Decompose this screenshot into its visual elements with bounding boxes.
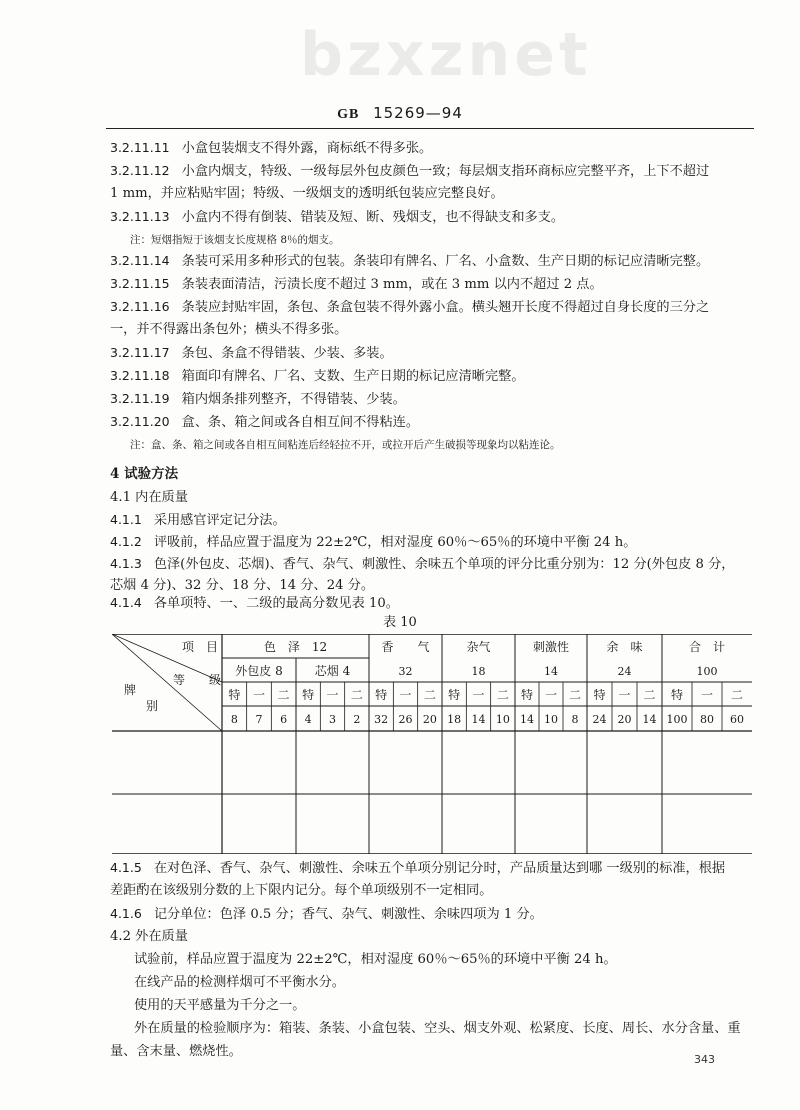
- clause-4-1-6: 4.1.6 记分单位：色泽 0.5 分；香气、杂气、刺激性、余味四项为 1 分。: [110, 906, 543, 922]
- max-score-value: 10: [544, 713, 558, 726]
- grade-label: 特: [520, 688, 534, 702]
- clause-4-1-5: 4.1.5 在对色泽、香气、杂气、刺激性、余味五个单项分别记分时，产品质量达到哪 一级别的标准，根据: [110, 860, 726, 876]
- clause-3-2-11-17: 3.2.11.17 条包、条盒不得错装、少装、多装。: [110, 345, 393, 361]
- grade-label: 特: [448, 688, 461, 702]
- corner-label-item: 项 目: [181, 640, 219, 654]
- standard-prefix: GB: [337, 107, 360, 122]
- clause-4-1-3: 4.1.3 色泽(外包皮、芯烟)、香气、杂气、刺激性、余味五个单项的评分比重分别为：12 分(外包皮 8 分，: [110, 556, 735, 572]
- grade-label: 一: [700, 688, 714, 702]
- clause-4-1-2: 4.1.2 评吸前，样品应置于温度为 22±2℃，相对湿度 60％～65％的环境中平衡 24 h。: [110, 534, 637, 550]
- clause-3-2-11-11: 3.2.11.11 小盒包装烟支不得外露，商标纸不得多张。: [110, 140, 433, 156]
- corner-label-brand: 牌: [123, 683, 137, 697]
- group-header-total: 14: [544, 665, 558, 678]
- grade-label: 一: [326, 688, 339, 702]
- grade-label: 一: [544, 688, 558, 702]
- corner-label-bie: 别: [145, 699, 159, 713]
- grade-label: 二: [568, 688, 582, 702]
- clause-4-1-4: 4.1.4 各单项特、一、二级的最高分数见表 10。: [110, 595, 399, 611]
- clause-3-2-11-16-cont: 一，并不得露出条包外；横头不得多张。: [110, 322, 348, 337]
- grade-label: 一: [618, 688, 631, 702]
- group-header-seze: 色 泽 12: [263, 640, 328, 654]
- clause-4-1-5-cont: 差距酌在该级别分数的上下限内记分。每个单项级别不一定相同。: [110, 883, 493, 898]
- clause-3-2-11-14: 3.2.11.14 条装可采用多种形式的包装。条装印有牌名、厂名、小盒数、生产日期的标记应清晰完整。: [110, 253, 710, 269]
- table-10-grid: [112, 634, 752, 854]
- clause-3-2-11-12: 3.2.11.12 小盒内烟支，特级、一级每层外包皮颜色一致；每层烟支指环商标应完整平齐，上下不超过: [110, 163, 710, 179]
- grade-label: 特: [375, 688, 388, 702]
- clause-4-1-3-cont: 芯烟 4 分)、32 分、18 分、14 分、24 分。: [110, 578, 375, 593]
- grade-label: 二: [350, 688, 363, 702]
- grade-label: 二: [496, 688, 509, 702]
- clause-4-1-1: 4.1.1 采用感官评定记分法。: [110, 512, 286, 528]
- grade-label: 特: [670, 688, 684, 702]
- group-header-name: 余 味: [606, 640, 643, 654]
- max-score-value: 60: [730, 713, 744, 726]
- page-number: 343: [694, 1053, 715, 1066]
- note-short-cigarette: 注：短烟指短于该烟支长度规格 8％的烟支。: [130, 234, 340, 246]
- grade-label: 二: [643, 688, 656, 702]
- section-4-1-title: 4.1 内在质量: [110, 490, 188, 505]
- para-inspection-order-cont: 量、含末量、燃烧性。: [110, 1044, 242, 1059]
- corner-label-grade: 等 级: [172, 673, 222, 687]
- section-4-2-title: 4.2 外在质量: [110, 929, 188, 944]
- max-score-value: 2: [353, 713, 361, 726]
- group-header-name: 香 气: [381, 640, 430, 654]
- grade-label: 二: [730, 688, 744, 702]
- table-10: [112, 634, 752, 854]
- section-4-title: 4 试验方法: [110, 466, 179, 482]
- group-header-total: 24: [617, 665, 632, 678]
- max-score-value: 18: [447, 713, 462, 726]
- group-header-name: 杂气: [466, 640, 491, 654]
- max-score-value: 14: [520, 713, 534, 726]
- max-score-value: 20: [422, 713, 437, 726]
- max-score-value: 14: [642, 713, 657, 726]
- grade-label: 特: [593, 688, 606, 702]
- max-score-value: 80: [700, 713, 714, 726]
- para-balance: 使用的天平感量为千分之一。: [134, 998, 306, 1013]
- max-score-value: 3: [329, 713, 336, 726]
- max-score-value: 24: [592, 713, 607, 726]
- max-score-value: 100: [666, 713, 688, 726]
- clause-3-2-11-19: 3.2.11.19 箱内烟条排列整齐，不得错装、少装。: [110, 391, 406, 407]
- clause-3-2-11-15: 3.2.11.15 条装表面清洁，污渍长度不超过 3 mm，或在 3 mm 以内不超过 2 点。: [110, 276, 603, 292]
- note-sticking: 注：盒、条、箱之间或各自相互间粘连后经轻拉不开，或拉开后产生破损等现象均以粘连论。: [130, 439, 561, 451]
- para-inspection-order: 外在质量的检验顺序为：箱装、条装、小盒包装、空头、烟支外观、松紧度、长度、周长、水分含量、重: [134, 1021, 741, 1036]
- clause-3-2-11-18: 3.2.11.18 箱面印有牌名、厂名、支数、生产日期的标记应清晰完整。: [110, 368, 525, 384]
- max-score-value: 6: [280, 713, 288, 726]
- grade-label: 二: [423, 688, 436, 702]
- clause-3-2-11-12-cont: 1 mm，并应粘贴牢固；特级、一级烟支的透明纸包装应完整良好。: [110, 186, 504, 201]
- watermark: bzxznet: [300, 20, 592, 90]
- group-header-total: 100: [696, 665, 718, 678]
- grade-label: 特: [302, 688, 315, 702]
- max-score-value: 8: [230, 713, 238, 726]
- subgroup-header-wrapper: 外包皮 8: [235, 664, 283, 678]
- para-online-samples: 在线产品的检测样烟可不平衡水分。: [134, 975, 345, 990]
- max-score-value: 7: [255, 713, 263, 726]
- group-header-name: 刺激性: [532, 640, 570, 654]
- group-header-name: 合 计: [688, 640, 726, 654]
- clause-3-2-11-13: 3.2.11.13 小盒内不得有倒装、错装及短、断、残烟支，也不得缺支和多支。: [110, 209, 565, 225]
- group-header-total: 18: [471, 665, 486, 678]
- header-rule: [106, 128, 754, 129]
- para-pre-test: 试验前，样品应置于温度为 22±2℃，相对湿度 60％～65％的环境中平衡 24 h。: [134, 952, 617, 967]
- clause-3-2-11-16: 3.2.11.16 条装应封贴牢固，条包、条盒包装不得外露小盒。横头翘开长度不得超过自身长度的三分之: [110, 299, 710, 315]
- standard-number: 15269—94: [373, 104, 463, 122]
- max-score-value: 10: [495, 713, 510, 726]
- grade-label: 一: [399, 688, 412, 702]
- page-header: [0, 104, 800, 123]
- max-score-value: 4: [304, 713, 312, 726]
- grade-label: 特: [228, 688, 241, 702]
- max-score-value: 8: [571, 713, 579, 726]
- max-score-value: 26: [398, 713, 413, 726]
- clause-3-2-11-20: 3.2.11.20 盒、条、箱之间或各自相互间不得粘连。: [110, 414, 420, 430]
- subgroup-header-filler: 芯烟 4: [314, 664, 351, 678]
- max-score-value: 32: [374, 713, 389, 726]
- table-caption: 表 10: [383, 615, 417, 630]
- grade-label: 一: [472, 688, 485, 702]
- max-score-value: 14: [471, 713, 486, 726]
- grade-label: 二: [277, 688, 290, 702]
- grade-label: 一: [252, 688, 266, 702]
- group-header-total: 32: [398, 665, 413, 678]
- max-score-value: 20: [617, 713, 632, 726]
